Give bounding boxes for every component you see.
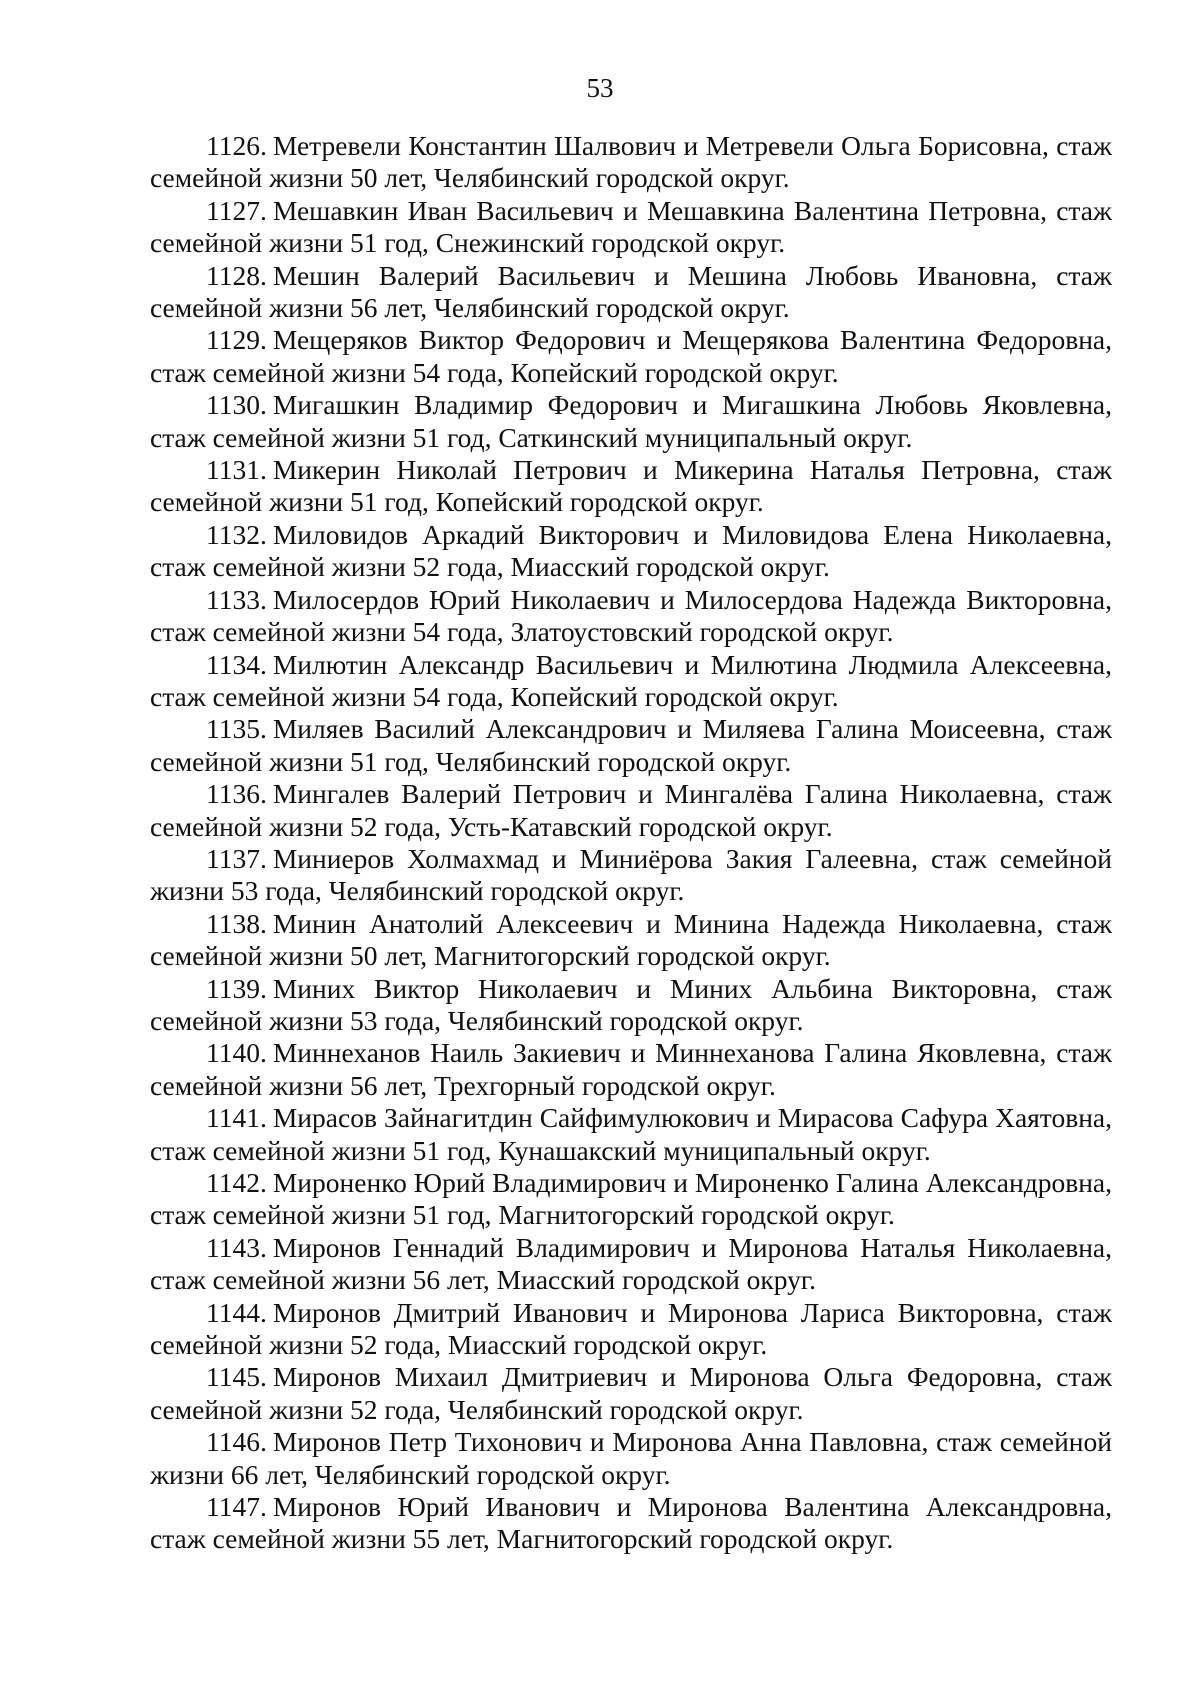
entry-number: 1138. (206, 907, 267, 939)
list-item (150, 1297, 1112, 1362)
entry-text: Миронов Дмитрий Иванович и Миронова Лариса Викторовна, стаж семейной жизни 52 года, Миасский городской округ. (150, 1296, 1112, 1361)
list-item (150, 1232, 1112, 1297)
list-item (150, 1167, 1112, 1232)
entry-text: Миннеханов Наиль Закиевич и Миннеханова Галина Яковлевна, стаж семейной жизни 56 лет, Трехгорный городской округ. (150, 1037, 1112, 1101)
list-item (150, 778, 1112, 843)
entry-number: 1146. (206, 1426, 267, 1458)
entry-text: Миляев Василий Александрович и Миляева Галина Моисеевна, стаж семейной жизни 51 год, Челябинский городской округ. (150, 713, 1112, 777)
entry-number: 1142. (206, 1167, 267, 1198)
entry-text: Мигашкин Владимир Федорович и Мигашкина Любовь Яковлевна, стаж семейной жизни 51 год, Саткинский муниципальный округ. (150, 389, 1112, 453)
list-item (150, 389, 1112, 454)
entries-list (150, 130, 1112, 1556)
entry-text: Миронов Михаил Дмитриевич и Миронова Ольга Федоровна, стаж семейной жизни 52 года, Челябинский городской округ. (150, 1361, 1112, 1425)
list-item (150, 195, 1112, 260)
entry-text: Милосердов Юрий Николаевич и Милосердова Надежда Викторовна, стаж семейной жизни 54 года, Златоустовский городской округ. (150, 583, 1112, 648)
list-item (150, 519, 1112, 584)
entry-text: Миронов Петр Тихонович и Миронова Анна Павловна, стаж семейной жизни 66 лет, Челябинский городской округ. (150, 1426, 1112, 1490)
entry-text: Мешавкин Иван Васильевич и Мешавкина Валентина Петровна, стаж семейной жизни 51 год, Снежинский городской округ. (150, 194, 1112, 259)
list-item (150, 649, 1112, 714)
entry-number: 1136. (206, 778, 267, 810)
entry-number: 1137. (206, 842, 267, 874)
list-item (150, 713, 1112, 778)
entry-number: 1127. (206, 194, 267, 226)
entry-number: 1135. (206, 713, 267, 745)
entry-text: Мещеряков Виктор Федорович и Мещерякова Валентина Федоровна, стаж семейной жизни 54 года, Копейский городской округ. (150, 324, 1112, 388)
entry-number: 1126. (206, 130, 267, 161)
entry-text: Мирасов Зайнагитдин Сайфимулюкович и Мирасова Сафура Хаятовна, стаж семейной жизни 51 год, Кунашакский муниципальный округ. (150, 1102, 1112, 1166)
entry-number: 1141. (206, 1102, 267, 1134)
page-number: 53 (586, 73, 614, 103)
list-item (150, 973, 1112, 1038)
entry-number: 1128. (206, 259, 267, 291)
entry-number: 1133. (206, 583, 267, 615)
entry-text: Миронов Геннадий Владимирович и Миронова Наталья Николаевна, стаж семейной жизни 56 лет, Миасский городской округ. (150, 1231, 1112, 1296)
entry-number: 1139. (206, 972, 267, 1004)
entry-text: Мешин Валерий Васильевич и Мешина Любовь Ивановна, стаж семейной жизни 56 лет, Челябинский городской округ. (150, 259, 1112, 324)
entry-text: Миловидов Аркадий Викторович и Миловидова Елена Николаевна, стаж семейной жизни 52 года, Миасский городской округ. (150, 518, 1112, 583)
entry-number: 1145. (206, 1361, 267, 1393)
entry-number: 1132. (206, 518, 267, 550)
entry-number: 1129. (206, 324, 267, 356)
list-item (150, 1102, 1112, 1167)
list-item (150, 130, 1112, 195)
list-item (150, 454, 1112, 519)
entry-number: 1134. (206, 648, 267, 680)
list-item (150, 843, 1112, 908)
entry-number: 1130. (206, 389, 267, 421)
list-item (150, 908, 1112, 973)
list-item (150, 260, 1112, 325)
entry-text: Метревели Константин Шалвович и Метревели Ольга Борисовна, стаж семейной жизни 50 лет, Челябинский городской округ. (150, 130, 1112, 194)
list-item (150, 324, 1112, 389)
entry-text: Миронов Юрий Иванович и Миронова Валентина Александровна, стаж семейной жизни 55 лет, Магнитогорский городской округ. (150, 1491, 1112, 1555)
list-item (150, 1426, 1112, 1491)
entry-text: Минин Анатолий Алексеевич и Минина Надежда Николаевна, стаж семейной жизни 50 лет, Магнитогорский городской округ. (150, 907, 1112, 972)
entry-text: Микерин Николай Петрович и Микерина Наталья Петровна, стаж семейной жизни 51 год, Копейский городской округ. (150, 454, 1112, 518)
entry-number: 1131. (206, 454, 267, 486)
entry-number: 1143. (206, 1231, 267, 1263)
entry-number: 1144. (206, 1296, 267, 1328)
entry-text: Мироненко Юрий Владимирович и Мироненко Галина Александровна, стаж семейной жизни 51 год, Магнитогорский городской округ. (150, 1167, 1112, 1231)
list-item (150, 1491, 1112, 1556)
entry-number: 1147. (206, 1491, 267, 1523)
entry-text: Миних Виктор Николаевич и Миних Альбина Викторовна, стаж семейной жизни 53 года, Челябинский городской округ. (150, 972, 1112, 1036)
list-item (150, 1037, 1112, 1102)
entry-text: Миниеров Холмахмад и Миниёрова Закия Галеевна, стаж семейной жизни 53 года, Челябинский городской округ. (150, 842, 1112, 907)
entry-number: 1140. (206, 1037, 267, 1069)
list-item (150, 1361, 1112, 1426)
list-item (150, 584, 1112, 649)
entry-text: Мингалев Валерий Петрович и Мингалёва Галина Николаевна, стаж семейной жизни 52 года, Усть-Катавский городской округ. (150, 778, 1112, 842)
entry-text: Милютин Александр Васильевич и Милютина Людмила Алексеевна, стаж семейной жизни 54 года, Копейский городской округ. (150, 648, 1112, 712)
